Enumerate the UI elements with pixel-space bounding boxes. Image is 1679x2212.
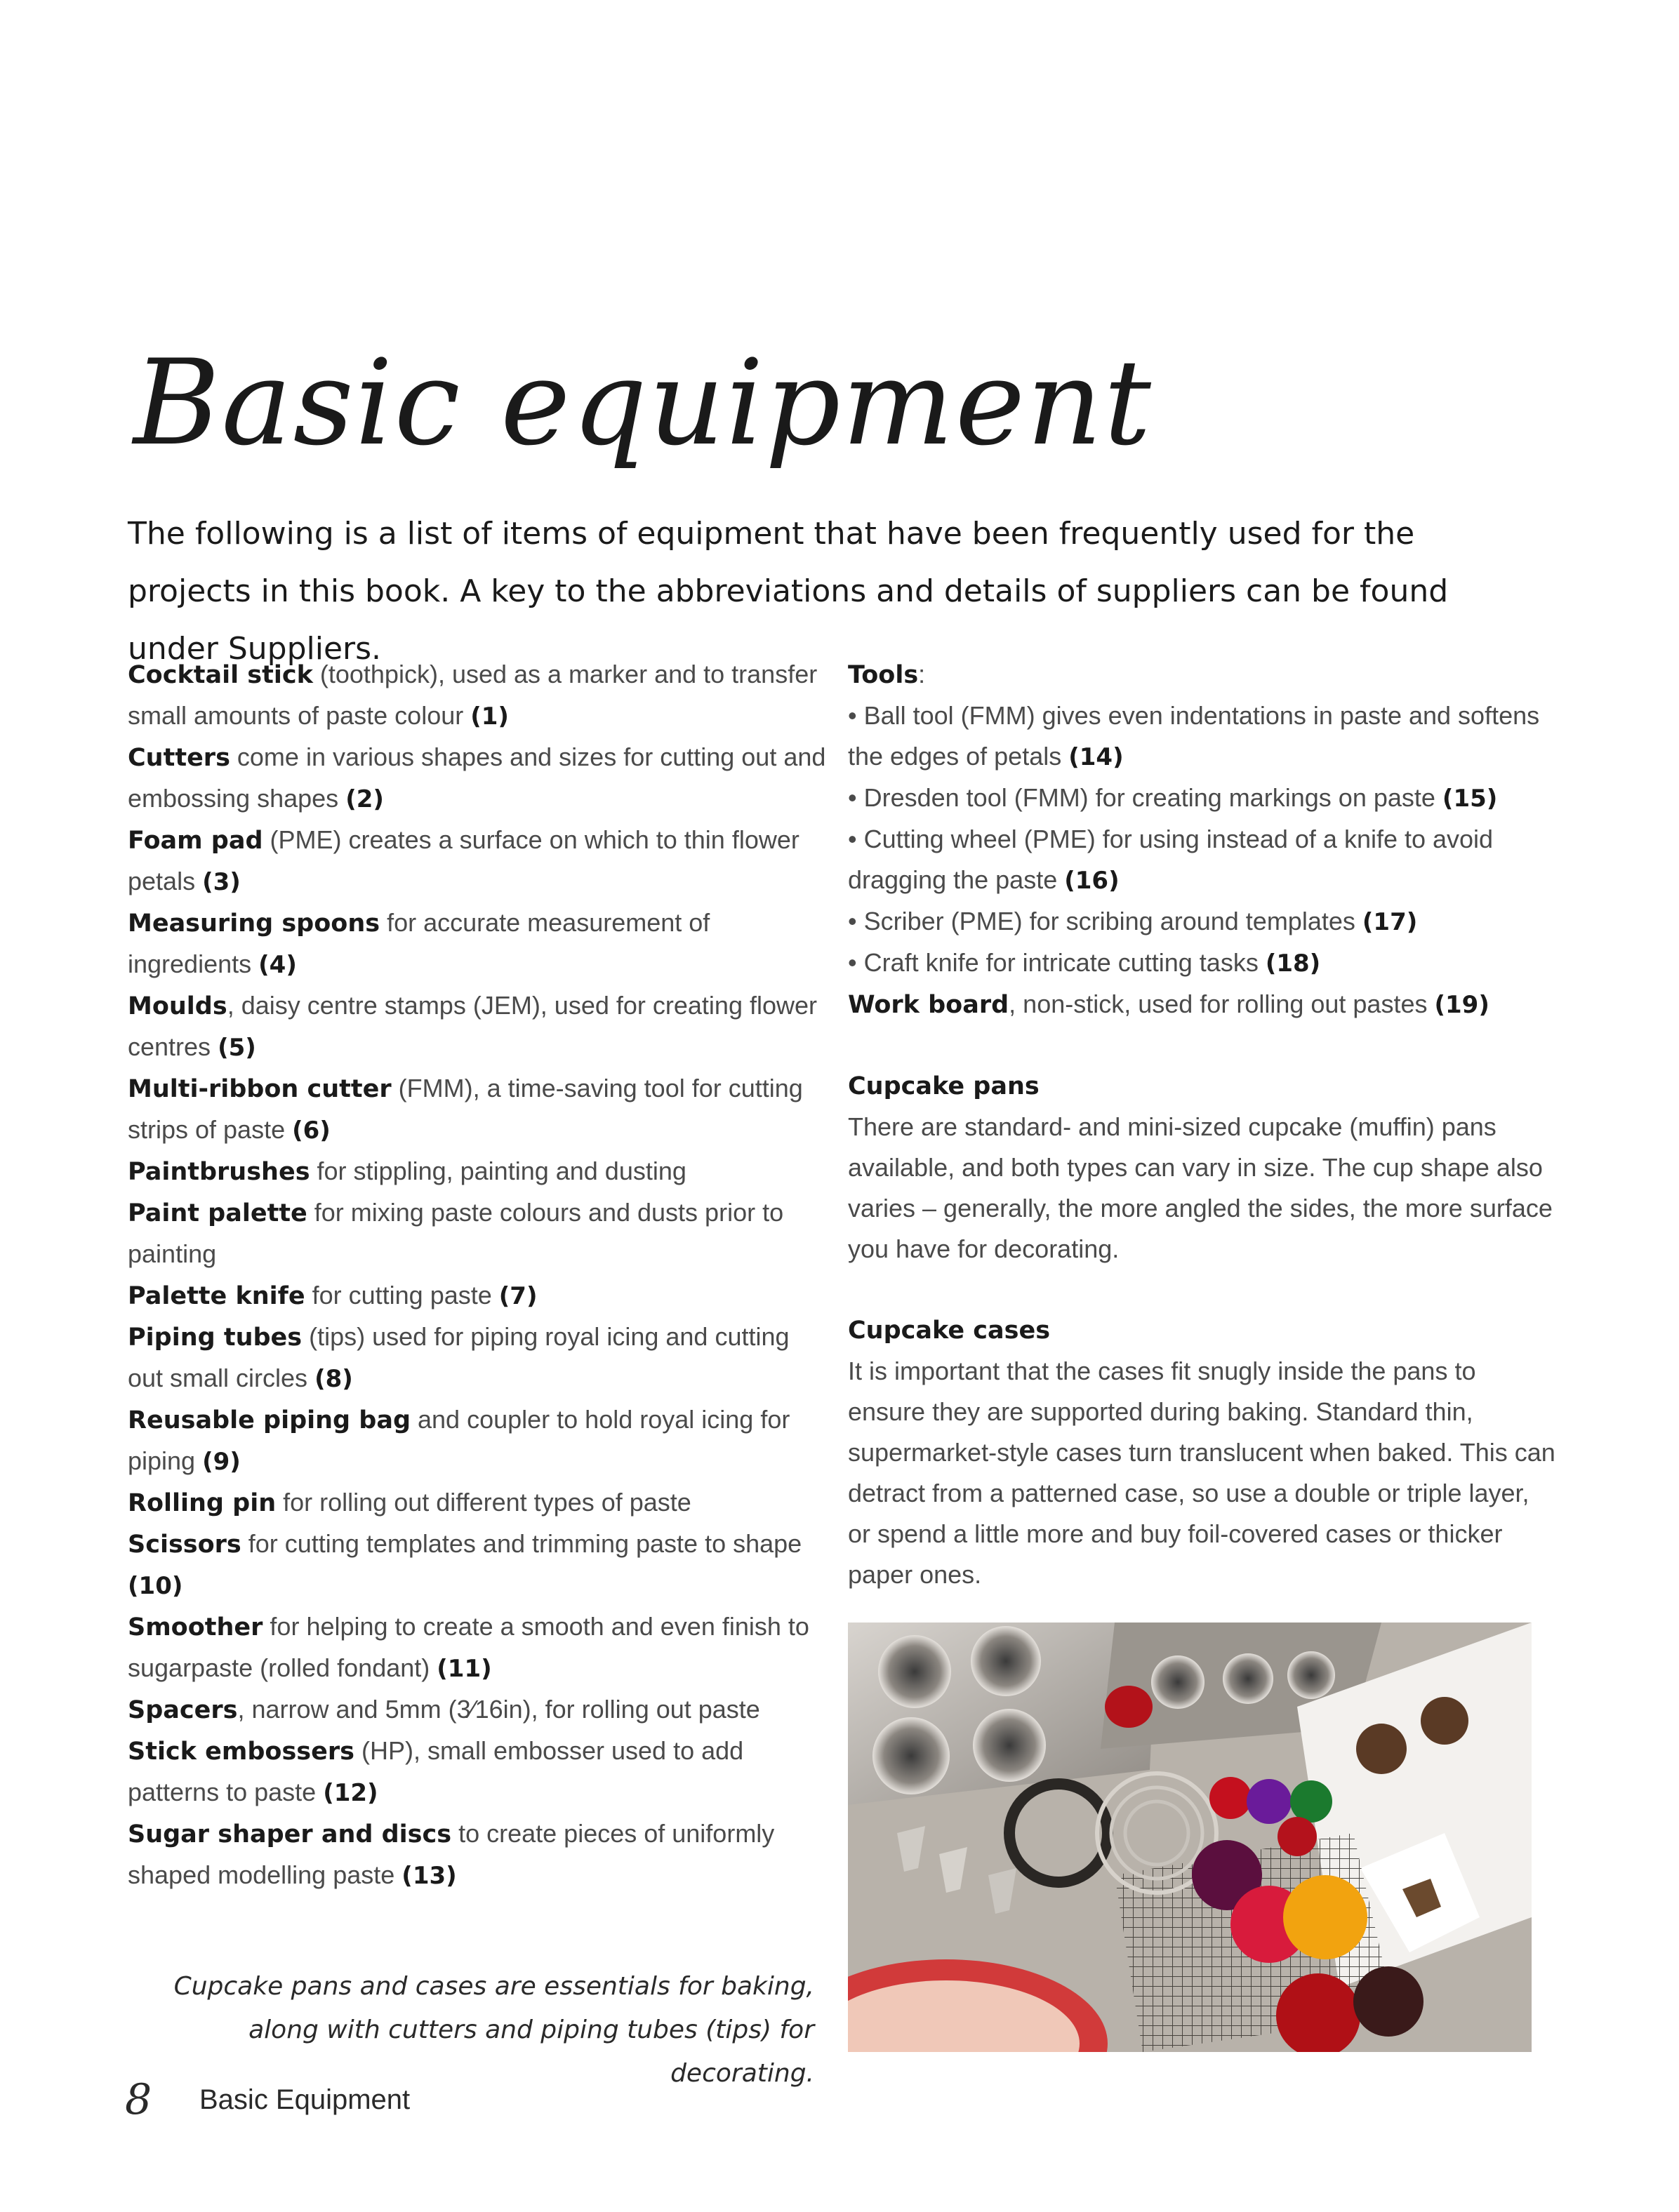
item-number: (1) xyxy=(470,702,509,731)
item-number: (4) xyxy=(258,951,297,979)
tool-text: • Scriber (PME) for scribing around templates xyxy=(848,907,1362,935)
list-item xyxy=(128,737,830,820)
page-number: 8 xyxy=(125,2075,152,2124)
tool-text: • Craft knife for intricate cutting tasks xyxy=(848,948,1266,977)
list-item xyxy=(128,1606,830,1689)
tool-number: (17) xyxy=(1362,908,1418,936)
item-number: (10) xyxy=(128,1572,183,1600)
item-number: (13) xyxy=(401,1862,457,1890)
tools-heading-colon: : xyxy=(918,660,926,688)
tool-number: (14) xyxy=(1068,743,1124,771)
list-item xyxy=(128,902,830,985)
item-term: Cocktail stick xyxy=(128,661,313,689)
item-desc: for stippling, painting and dusting xyxy=(310,1157,686,1185)
item-number: (7) xyxy=(498,1282,538,1310)
item-desc: for cutting paste xyxy=(305,1281,499,1310)
tool-item xyxy=(848,819,1557,901)
item-term: Spacers xyxy=(128,1696,238,1724)
item-desc: , non-stick, used for rolling out pastes xyxy=(1009,990,1435,1018)
spacer xyxy=(848,1270,1557,1310)
section-body-cupcake-cases: It is important that the cases fit snugly inside the pans to ensure they are supported during baking. Standard thin, supermarket-style cases turn translucent when baked. This can detract from a patterned case, so use a double or triple layer, or spend a little more and buy foil-covered cases or thicker paper ones. xyxy=(848,1357,1555,1589)
intro-paragraph: The following is a list of items of equipment that have been frequently used for the projects in this book. A key to the abbreviations and details of suppliers can be found under Suppliers. xyxy=(128,516,1449,667)
item-desc: (tips) used for piping royal icing and cutting out small circles xyxy=(128,1322,790,1392)
list-item xyxy=(848,984,1557,1025)
list-item xyxy=(128,985,830,1068)
page-title: Basic equipment xyxy=(133,334,1153,472)
section-body-cupcake-pans: There are standard- and mini-sized cupcake (muffin) pans available, and both types can vary in size. The cup shape also varies – generally, the more angled the sides, the more surface you have for decorating. xyxy=(848,1112,1553,1263)
item-term: Palette knife xyxy=(128,1282,305,1310)
item-term: Rolling pin xyxy=(128,1489,277,1517)
item-term: Paint palette xyxy=(128,1199,307,1227)
equipment-photo xyxy=(848,1623,1532,2052)
photo-caption: Cupcake pans and cases are essentials for baking, along with cutters and piping tubes (tips) for decorating. xyxy=(173,1972,814,2088)
item-desc: (toothpick), used as a marker and to transfer small amounts of paste colour xyxy=(128,660,818,730)
tool-text: • Ball tool (FMM) gives even indentations in paste and softens the edges of petals xyxy=(848,701,1540,771)
tool-text: • Dresden tool (FMM) for creating markings on paste xyxy=(848,783,1442,812)
item-term: Piping tubes xyxy=(128,1324,303,1352)
item-term: Scissors xyxy=(128,1531,241,1559)
item-number: (19) xyxy=(1434,991,1489,1019)
item-desc: , narrow and 5mm (3⁄16in), for rolling out paste xyxy=(237,1695,760,1724)
tool-item xyxy=(848,778,1557,819)
item-desc: for rolling out different types of paste xyxy=(276,1488,691,1517)
item-number: (12) xyxy=(323,1779,378,1807)
item-term: Moulds xyxy=(128,992,227,1020)
tool-item xyxy=(848,901,1557,942)
item-term: Measuring spoons xyxy=(128,910,380,938)
item-number: (6) xyxy=(292,1117,331,1145)
item-desc: , daisy centre stamps (JEM), used for creating flower centres xyxy=(128,991,817,1061)
item-term: Multi-ribbon cutter xyxy=(128,1075,392,1103)
item-term: Stick embossers xyxy=(128,1738,354,1766)
tool-text: • Cutting wheel (PME) for using instead of a knife to avoid dragging the paste xyxy=(848,825,1494,894)
item-desc: come in various shapes and sizes for cutting out and embossing shapes xyxy=(128,742,826,813)
list-item xyxy=(128,1151,830,1192)
item-term: Foam pad xyxy=(128,827,263,855)
item-desc: for accurate measurement of ingredients xyxy=(128,908,710,978)
item-desc: for cutting templates and trimming paste to shape xyxy=(241,1529,802,1558)
item-number: (5) xyxy=(218,1034,256,1062)
item-term: Cutters xyxy=(128,744,230,772)
item-number: (3) xyxy=(202,868,241,896)
equipment-photo-illustration xyxy=(848,1623,1532,2052)
item-desc: and coupler to hold royal icing for piping xyxy=(128,1405,790,1475)
item-desc: for helping to create a smooth and even finish to sugarpaste (rolled fondant) xyxy=(128,1612,809,1682)
list-item xyxy=(128,654,830,737)
running-head: Basic Equipment xyxy=(199,2084,411,2115)
section-heading-cupcake-pans: Cupcake pans xyxy=(848,1072,1040,1100)
list-item xyxy=(128,1399,830,1482)
list-item xyxy=(128,1317,830,1399)
item-desc: (FMM), a time-saving tool for cutting strips of paste xyxy=(128,1074,803,1144)
item-number: (2) xyxy=(345,785,384,813)
section-heading-cupcake-cases: Cupcake cases xyxy=(848,1317,1051,1345)
item-term: Smoother xyxy=(128,1613,263,1641)
item-desc: (PME) creates a surface on which to thin flower petals xyxy=(128,825,799,895)
item-term: Paintbrushes xyxy=(128,1158,310,1186)
list-item xyxy=(128,1524,830,1606)
item-desc: (HP), small embosser used to add patterns to paste xyxy=(128,1736,744,1806)
list-item xyxy=(128,1192,830,1275)
tool-item xyxy=(848,942,1557,984)
tool-item xyxy=(848,695,1557,778)
tools-heading: Tools xyxy=(848,661,919,689)
list-item xyxy=(128,1689,830,1731)
item-term: Work board xyxy=(848,991,1009,1019)
item-desc: for mixing paste colours and dusts prior to painting xyxy=(128,1198,784,1268)
item-desc: to create pieces of uniformly shaped modelling paste xyxy=(128,1819,775,1889)
equipment-list xyxy=(128,654,830,1896)
list-item xyxy=(128,1731,830,1813)
tool-number: (16) xyxy=(1064,867,1120,895)
list-item xyxy=(128,1275,830,1317)
tool-number: (18) xyxy=(1265,950,1321,978)
tools-heading-line xyxy=(848,654,1557,695)
right-column xyxy=(848,654,1557,1595)
item-term: Sugar shaper and discs xyxy=(128,1820,452,1848)
item-number: (9) xyxy=(202,1448,241,1476)
list-item xyxy=(128,820,830,902)
item-number: (8) xyxy=(314,1365,353,1393)
item-number: (11) xyxy=(437,1655,492,1683)
list-item xyxy=(128,1482,830,1524)
list-item xyxy=(128,1813,830,1896)
spacer xyxy=(848,1025,1557,1066)
tool-number: (15) xyxy=(1442,785,1498,813)
item-term: Reusable piping bag xyxy=(128,1406,411,1434)
list-item xyxy=(128,1068,830,1151)
